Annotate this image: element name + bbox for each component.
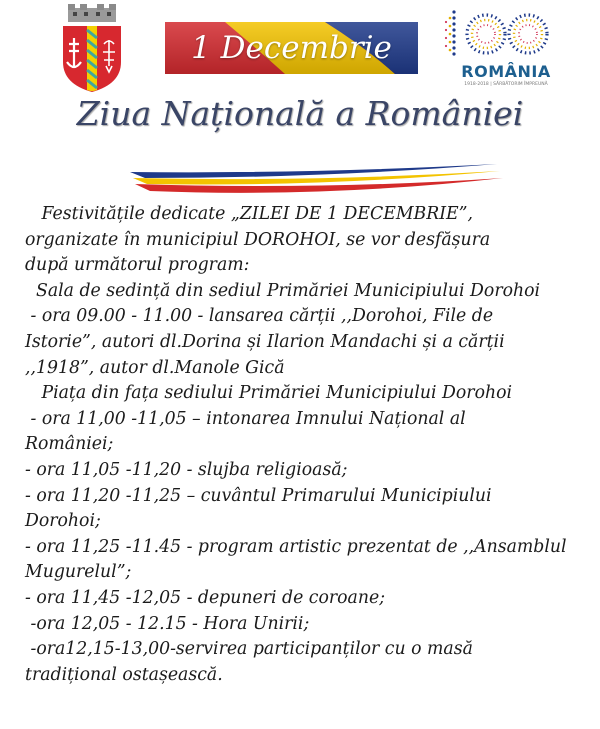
program-line: - ora 11,25 -11.45 - program artistic prezentat de ,,Ansamblul — [25, 536, 567, 557]
program-line: Festivitățile dedicate „ZILEI DE 1 DECEMBRIE”, — [25, 204, 474, 224]
program-line: Piața din fața sediului Primăriei Municipiului Dorohoi — [25, 383, 513, 404]
program-line: - ora 11,05 -11,20 - slujba religioasă; — [25, 459, 348, 480]
program-line: ,,1918”, autor dl.Manole Gică — [25, 357, 285, 378]
program-line: Mugurelul”; — [25, 562, 132, 583]
program-line: - ora 11,20 -11,25 – cuvântul Primarului Municipiului — [25, 485, 492, 506]
program-line: organizate în municipiul DOROHOI, se vor desfășura — [25, 229, 491, 250]
program-line: României; — [25, 434, 114, 455]
romania-logo-text: ROMÂNIA — [461, 62, 551, 81]
tricolor-swoosh-icon — [125, 158, 505, 198]
program-line: după următorul program: — [25, 255, 250, 276]
program-line: - ora 11,00 -11,05 – intonarea Imnului Național al — [25, 408, 466, 429]
banner-title: 1 Decembrie — [191, 30, 392, 66]
program-text — [25, 202, 585, 688]
program-line: Sala de sedință din sediul Primăriei Municipiului Dorohoi — [25, 280, 541, 301]
program-line: - ora 11,45 -12,05 - depuneri de coroane; — [25, 587, 386, 608]
program-line: - ora 09.00 - 11.00 - lansarea cărții ,,Dorohoi, File de — [25, 306, 494, 327]
page-title: Ziua Națională a României — [76, 94, 524, 133]
program-line: tradițional ostașească. — [25, 664, 223, 685]
program-line: Istorie”, autori dl.Dorina și Ilarion Mandachi și a cărții — [25, 331, 505, 352]
1-decembrie-banner — [165, 22, 418, 74]
program-line: -ora12,15-13,00-servirea participanților cu o masă — [25, 639, 473, 660]
dorohoi-coat-of-arms-icon — [58, 4, 126, 96]
romania-logo-subtitle: 1918-2018 | SĂRBĂTORIM ÎMPREUNĂ — [464, 82, 548, 87]
program-line: Dorohoi; — [25, 511, 101, 532]
program-line: -ora 12,05 - 12.15 - Hora Unirii; — [25, 613, 310, 634]
